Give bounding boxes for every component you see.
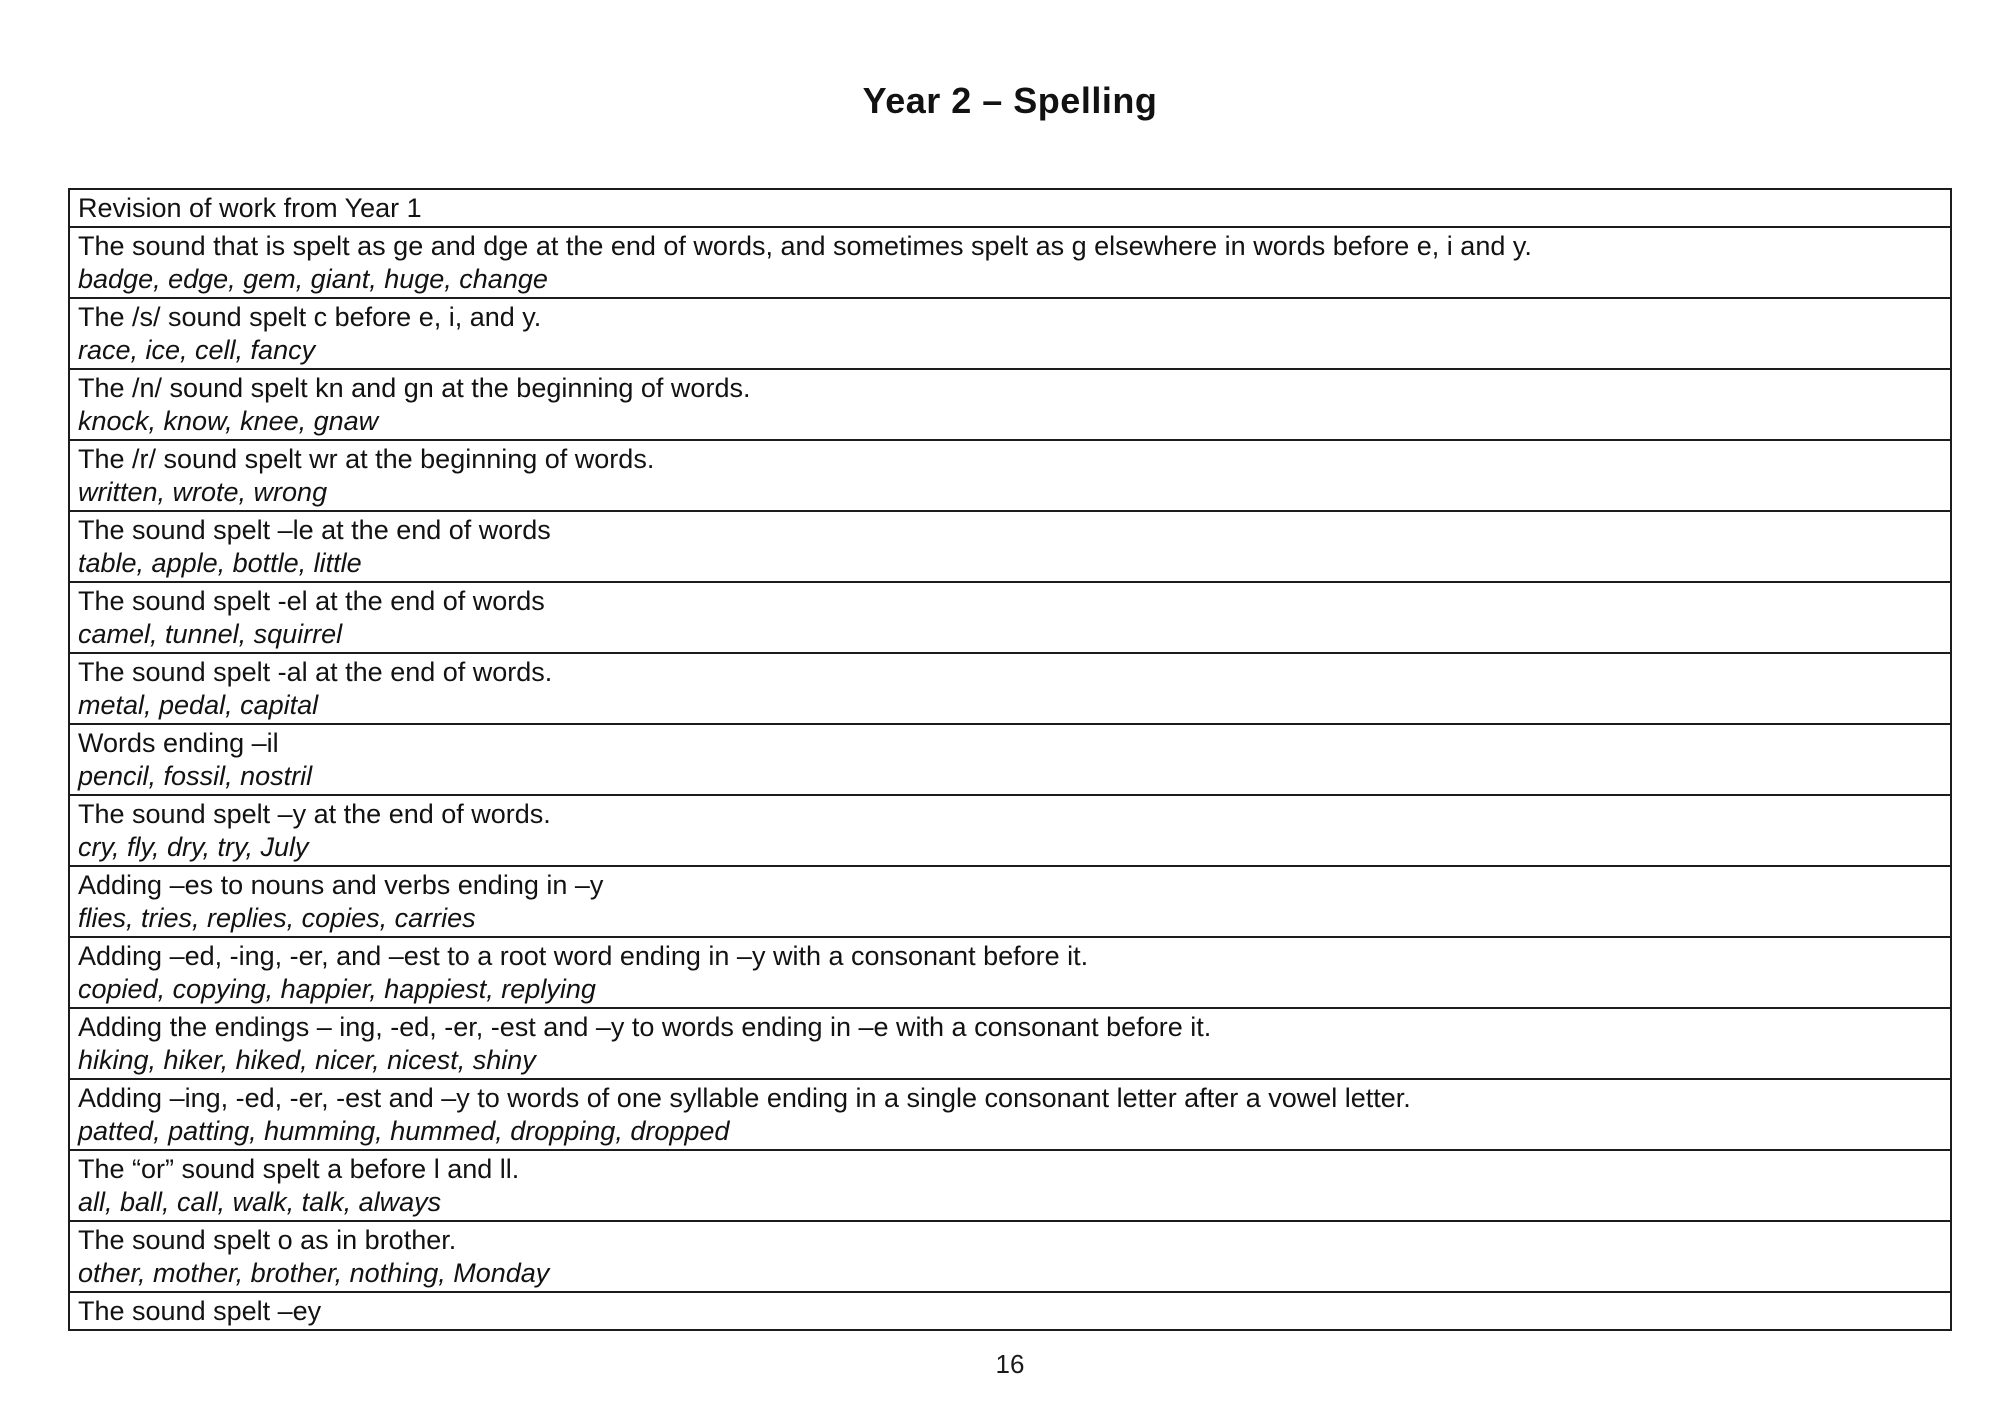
spelling-examples: written, wrote, wrong — [78, 477, 328, 507]
spelling-examples: camel, tunnel, squirrel — [78, 619, 343, 649]
spelling-examples: metal, pedal, capital — [78, 690, 319, 720]
table-row — [70, 190, 1950, 228]
table-row — [70, 228, 1950, 299]
table-row — [70, 725, 1950, 796]
spelling-rule: Words ending –il — [78, 728, 279, 758]
spelling-examples: cry, fly, dry, try, July — [78, 832, 309, 862]
spelling-rule: The sound spelt o as in brother. — [78, 1225, 457, 1255]
spelling-rule: The sound spelt –le at the end of words — [78, 515, 551, 545]
spelling-rule: The /s/ sound spelt c before e, i, and y. — [78, 302, 542, 332]
table-row — [70, 796, 1950, 867]
table-row — [70, 1222, 1950, 1293]
spelling-examples: race, ice, cell, fancy — [78, 335, 316, 365]
table-row — [70, 512, 1950, 583]
table-row — [70, 441, 1950, 512]
table-row — [70, 583, 1950, 654]
spelling-rule: The sound spelt -el at the end of words — [78, 586, 545, 616]
spelling-rule: The sound spelt -al at the end of words. — [78, 657, 553, 687]
table-row — [70, 1080, 1950, 1151]
spelling-rules-table — [68, 188, 1952, 1331]
spelling-rule: The sound spelt –y at the end of words. — [78, 799, 551, 829]
spelling-examples: all, ball, call, walk, talk, always — [78, 1187, 442, 1217]
spelling-examples: patted, patting, humming, hummed, dropping, dropped — [78, 1116, 730, 1146]
page-number: 16 — [995, 1349, 1025, 1379]
spelling-rule: The sound spelt –ey — [78, 1296, 322, 1326]
page-title: Year 2 – Spelling — [862, 80, 1158, 121]
table-row — [70, 1009, 1950, 1080]
table-row — [70, 938, 1950, 1009]
table-row — [70, 299, 1950, 370]
spelling-examples: badge, edge, gem, giant, huge, change — [78, 264, 548, 294]
table-row — [70, 654, 1950, 725]
spelling-rule: The “or” sound spelt a before l and ll. — [78, 1154, 520, 1184]
spelling-rule: Revision of work from Year 1 — [78, 193, 422, 223]
spelling-rule: Adding –ing, -ed, -er, -est and –y to words of one syllable ending in a single consonant letter after a vowel letter. — [78, 1083, 1411, 1113]
spelling-examples: copied, copying, happier, happiest, replying — [78, 974, 596, 1004]
spelling-examples: flies, tries, replies, copies, carries — [78, 903, 476, 933]
spelling-examples: other, mother, brother, nothing, Monday — [78, 1258, 550, 1288]
spelling-examples: knock, know, knee, gnaw — [78, 406, 379, 436]
table-row — [70, 867, 1950, 938]
spelling-examples: hiking, hiker, hiked, nicer, nicest, shiny — [78, 1045, 536, 1075]
spelling-rule: The /r/ sound spelt wr at the beginning of words. — [78, 444, 655, 474]
spelling-examples: pencil, fossil, nostril — [78, 761, 313, 791]
spelling-examples: table, apple, bottle, little — [78, 548, 362, 578]
table-row — [70, 370, 1950, 441]
table-row — [70, 1151, 1950, 1222]
table-row — [70, 1293, 1950, 1329]
spelling-rule: The sound that is spelt as ge and dge at the end of words, and sometimes spelt as g elsewhere in words before e, i and y. — [78, 231, 1532, 261]
spelling-rule: Adding –ed, -ing, -er, and –est to a root word ending in –y with a consonant before it. — [78, 941, 1089, 971]
spelling-rule: The /n/ sound spelt kn and gn at the beginning of words. — [78, 373, 751, 403]
spelling-rule: Adding the endings – ing, -ed, -er, -est and –y to words ending in –e with a consonant before it. — [78, 1012, 1212, 1042]
spelling-rule: Adding –es to nouns and verbs ending in –y — [78, 870, 604, 900]
